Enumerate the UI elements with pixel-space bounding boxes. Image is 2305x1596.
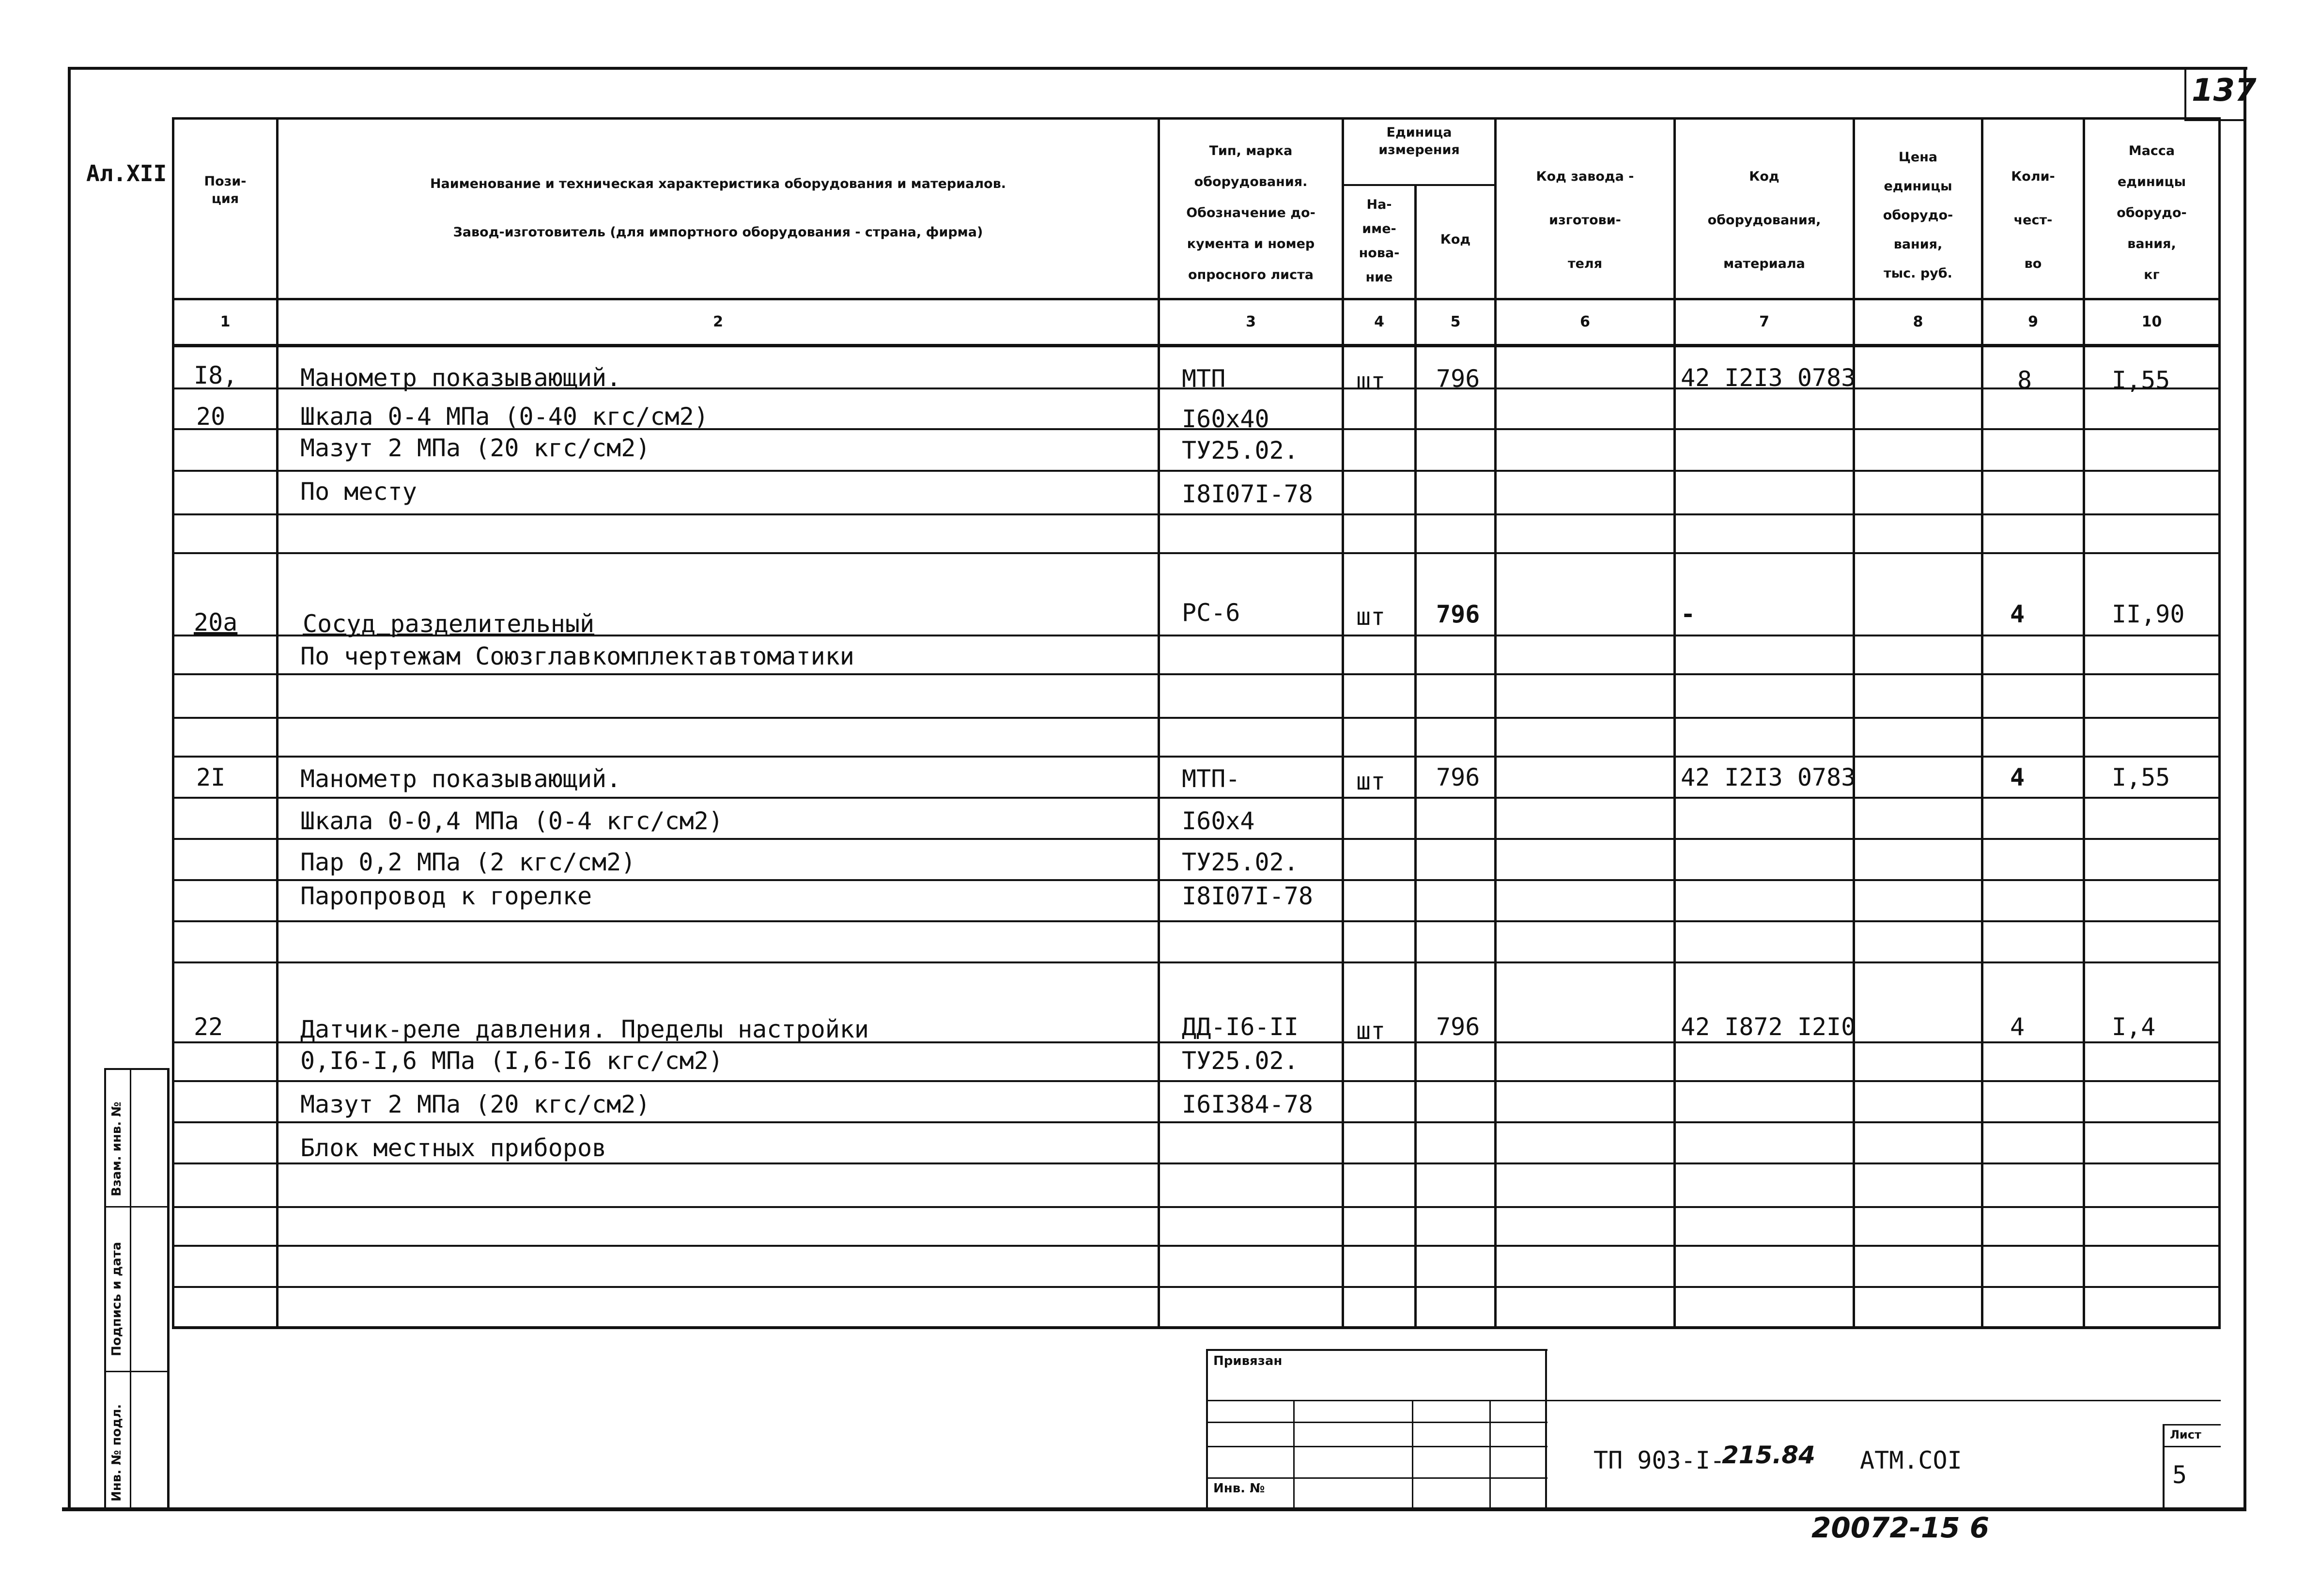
item-type: ТУ25.02. [1182,848,1299,876]
row-line [172,717,2221,719]
table-top [172,117,2221,120]
item-type: I60x4 [1182,807,1255,835]
header-col3: Тип, марка оборудования. Обозначение до- кумента и номер опросного листа [1186,143,1315,282]
col-line-9 [2083,117,2085,1328]
row-line [172,838,2221,840]
tb-row2 [1206,1422,1547,1423]
item-type: I8I07I-78 [1182,882,1313,910]
frame-bottom [62,1507,2246,1511]
header-col4: На- име- нова- ние [1359,197,1400,285]
sheet-label: Лист [2170,1428,2201,1441]
tb-col3 [1489,1400,1491,1509]
item-name: Сосуд разделительный [303,610,595,638]
column-number: 3 [1246,313,1256,330]
row-line [172,879,2221,881]
col-line-8 [1981,117,1983,1328]
header-col9: Коли- чест- во [2011,169,2055,271]
equipment-code: 42 I2I3 0783 [1681,763,1856,791]
quantity: 8 [2017,366,2032,394]
item-type: РС-6 [1182,599,1240,627]
col-line-6 [1673,117,1676,1328]
item-name: 0,I6-I,6 МПа (I,6-I6 кгс/см2) [300,1047,723,1075]
item-name: По месту [300,478,417,506]
item-type: ТУ25.02. [1182,436,1299,465]
row-line [172,1080,2221,1082]
header-col8: Цена единицы оборудо- вания, тыс. руб. [1883,150,1953,281]
inv-no-label: Инв. № [1213,1481,1265,1496]
tb-box-right [1545,1349,1547,1509]
colnum-bottom [172,344,2221,347]
sheet-page-number: 137 [2192,73,2257,108]
header-col45: Единица измерения [1378,125,1460,157]
doc-suffix: АТМ.COI [1860,1446,1962,1474]
tb-row3 [1206,1446,1547,1447]
tb-row4 [1206,1477,1547,1479]
col-line-7 [1853,117,1855,1328]
item-name: Пар 0,2 МПа (2 кгс/см2) [300,848,636,876]
unit-code: 796 [1436,365,1480,393]
header-bottom [172,298,2221,300]
item-name: Манометр показывающий. [300,765,621,793]
side-stamp-div1 [104,1206,170,1208]
item-name: Мазут 2 МПа (20 кгс/см2) [300,1090,650,1118]
doc-code-handwritten: 215.84 [1722,1441,1815,1469]
column-number: 7 [1759,313,1769,330]
column-number: 2 [713,313,723,330]
row-line [172,673,2221,675]
row-line [172,470,2221,472]
item-type: I60x40 [1182,405,1269,433]
row-line [172,1286,2221,1288]
side-stamp-left [104,1068,106,1510]
item-type: I8I07I-78 [1182,480,1313,508]
item-name: Шкала 0-0,4 МПа (0-4 кгс/см2) [300,807,723,835]
row-line [172,1245,2221,1247]
side-stamp-inv: Инв. № подл. [109,1404,124,1502]
column-number: 6 [1580,313,1590,330]
doc-code-separator [1545,1400,2221,1401]
tb-col2 [1412,1400,1413,1509]
mass: I,55 [2112,366,2170,394]
col-line-2 [1158,117,1160,1328]
header-col7: Код оборудования, материала [1707,169,1821,271]
sheet-box-mid [2163,1446,2221,1447]
row-line [172,552,2221,554]
item-name: Манометр показывающий. [300,364,621,392]
tb-box-top [1206,1349,1547,1351]
sheet-box-left [2163,1424,2165,1509]
side-stamp-right [167,1068,170,1510]
unit-code: 796 [1436,1013,1480,1041]
mass: II,90 [2112,600,2185,628]
position: 2I [196,763,226,791]
table-bottom [172,1326,2221,1329]
item-name: Мазут 2 МПа (20 кгс/см2) [300,434,650,462]
row-line [172,756,2221,758]
attached-label: Привязан [1213,1354,1283,1368]
col-line-3 [1342,117,1344,1328]
column-number: 9 [2028,313,2038,330]
unit-name: шт [1356,603,1386,631]
album-label: Ал.XII [86,160,167,186]
row-line [172,1206,2221,1208]
header-col1: Пози- ция [204,174,247,206]
item-type: МТП- [1182,765,1240,793]
column-number: 10 [2141,313,2162,330]
col-line-5 [1494,117,1497,1328]
tb-row1 [1206,1400,1547,1401]
doc-code-printed: ТП 903-I- [1593,1446,1725,1474]
item-type: I6I384-78 [1182,1090,1313,1118]
item-type: ДД-I6-II [1182,1013,1299,1041]
unit-code: 796 [1436,763,1480,791]
unit-name: шт [1356,767,1386,795]
side-stamp-top [104,1068,170,1070]
bottom-stamp: 20072-15 6 [1811,1511,1990,1544]
mass: I,4 [2112,1013,2156,1041]
unit-name: шт [1356,367,1386,395]
unit-code: 796 [1436,600,1480,628]
column-number: 1 [220,313,231,330]
item-name: По чертежам Союзглавкомплектавтоматики [300,642,854,670]
position: 20 [196,403,226,431]
equipment-code: 42 I872 I2I0 [1681,1013,1856,1041]
row-line [172,797,2221,799]
row-line [172,1162,2221,1164]
row-line [172,1121,2221,1123]
column-number: 8 [1913,313,1923,330]
unit-name: шт [1356,1017,1386,1045]
equipment-code: 42 I2I3 0783 [1681,364,1856,392]
column-number: 5 [1450,313,1461,330]
item-name: Датчик-реле давления. Пределы настройки [300,1015,869,1043]
side-stamp-div2 [104,1371,170,1372]
item-name: Шкала 0-4 МПа (0-40 кгс/см2) [300,403,709,431]
page-number-box-left [2184,67,2186,120]
header-col5: Код [1440,232,1471,247]
header-col6: Код завода - изготови- теля [1536,169,1634,271]
frame-left [68,67,71,1511]
frame-right [2243,67,2246,1511]
sheet-number: 5 [2172,1461,2187,1489]
position: I8, [194,361,238,389]
sheet-box-top [2163,1424,2221,1426]
tb-box-left [1206,1349,1208,1509]
col-line-1 [276,117,278,1328]
row-line [172,513,2221,515]
row-line [172,920,2221,922]
row-line [172,961,2221,963]
mass: I,55 [2112,763,2170,791]
side-stamp-sign: Подпись и дата [109,1241,124,1356]
position: 20а [194,608,238,636]
side-stamp-replace: Взам. инв. № [109,1101,124,1196]
frame-top [68,67,2247,70]
quantity: 4 [2010,600,2025,628]
item-type: ТУ25.02. [1182,1047,1299,1075]
unit-split [1342,184,1497,186]
column-number: 4 [1374,313,1384,330]
equipment-code: - [1681,600,1696,628]
tb-col1 [1293,1400,1295,1509]
header-col10: Масса единицы оборудо- вания, кг [2117,143,2187,282]
quantity: 4 [2010,1013,2025,1041]
side-stamp-mid [130,1068,131,1510]
item-name: Блок местных приборов [300,1134,607,1162]
item-name: Паропровод к горелке [300,882,592,910]
item-type: МТП [1182,365,1226,393]
quantity: 4 [2010,763,2025,791]
header-col2: Наименование и техническая характеристика оборудования и материалов. Завод-изготовитель (для импортного оборудования - страна, фирма) [430,176,1006,240]
position: 22 [194,1013,223,1041]
